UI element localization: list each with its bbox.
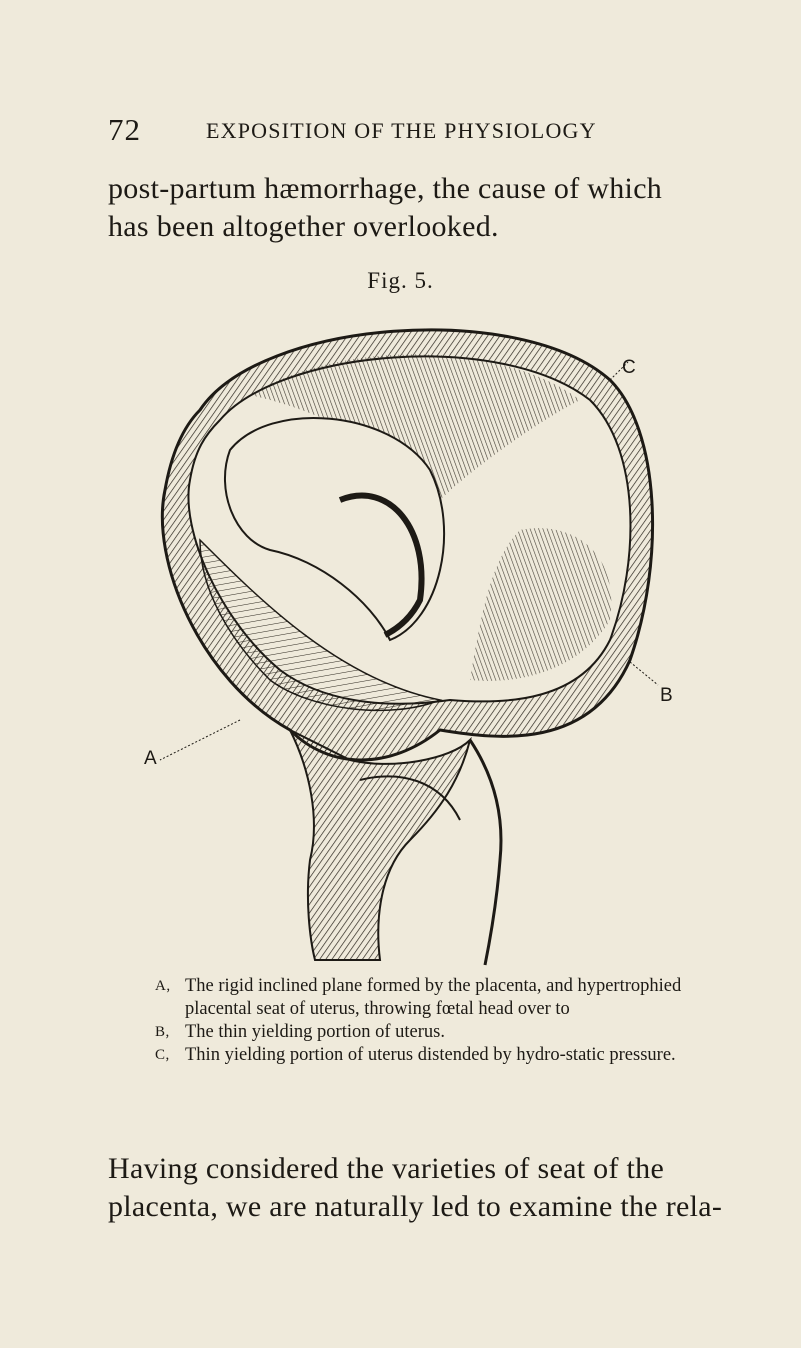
running-title: EXPOSITION OF THE PHYSIOLOGY	[206, 118, 597, 143]
figure-legend	[155, 975, 685, 1067]
figure-caption: Fig. 5.	[367, 268, 434, 293]
legend-text: The thin yielding portion of uterus.	[185, 1022, 445, 1042]
legend-item-a	[155, 975, 685, 1021]
legend-item-c	[155, 1044, 685, 1067]
paragraph-intro: post-partum hæmorrhage, the cause of which has been altogether overlooked.	[108, 172, 663, 243]
legend-key: A,	[155, 978, 171, 994]
figure-label-c: C	[622, 357, 636, 378]
legend-key: B,	[155, 1024, 170, 1040]
legend-key: C,	[155, 1047, 170, 1063]
paragraph-continuation: Having considered the varieties of seat of the placenta, we are naturally led to examine the rela-	[108, 1152, 723, 1223]
page-number: 72	[108, 112, 141, 147]
uterus-illustration	[140, 300, 680, 970]
uterus-engraving	[140, 300, 680, 970]
legend-text: The rigid inclined plane formed by the placenta, and hypertrophied placental seat of uterus, throwing fœtal head over to	[185, 976, 682, 1019]
page-header	[108, 112, 698, 152]
figure-label-b: B	[660, 685, 673, 706]
legend-text: Thin yielding portion of uterus distended by hydro-static pressure.	[185, 1045, 676, 1065]
legend-item-b	[155, 1021, 685, 1044]
figure-label-a: A	[144, 748, 157, 769]
